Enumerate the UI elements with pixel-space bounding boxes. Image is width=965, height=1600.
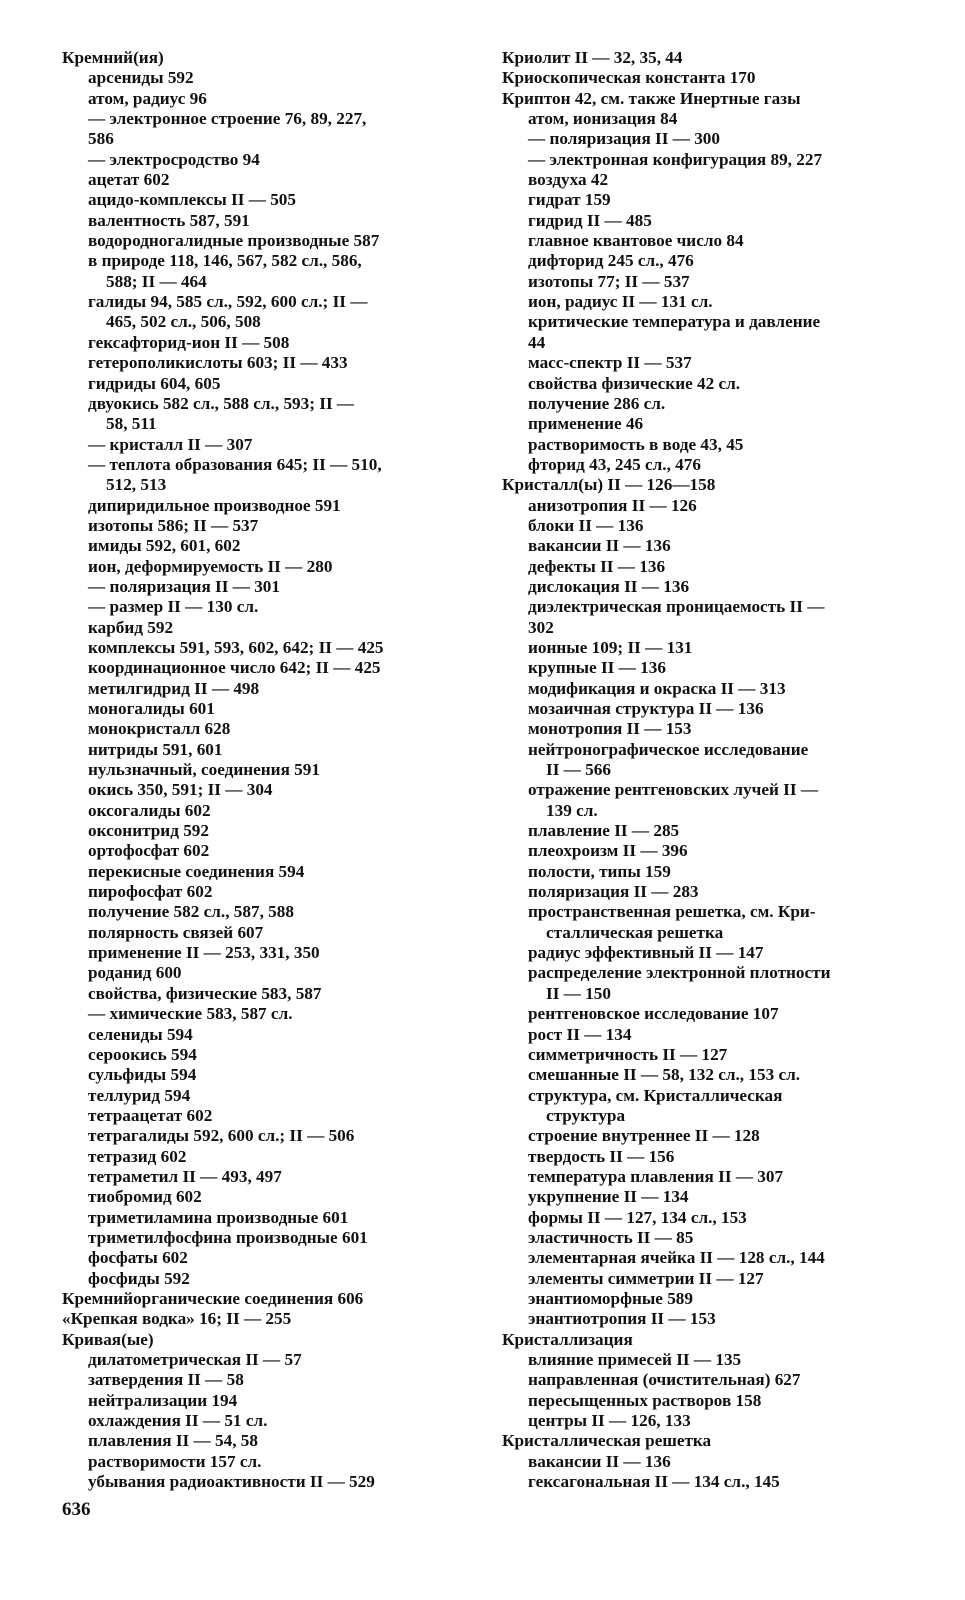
index-subentry: критические температура и давление — [528, 312, 821, 332]
index-subentry: триметиламина производные 601 — [88, 1207, 349, 1227]
index-subentry: оксогалиды 602 — [88, 800, 211, 820]
index-subentry: 586 — [88, 129, 114, 149]
index-subentry: нейтрализации 194 — [88, 1390, 238, 1410]
index-subentry: 512, 513 — [106, 475, 167, 495]
index-subentry: получение 286 сл. — [528, 393, 666, 413]
index-subentry: триметилфосфина производные 601 — [88, 1227, 368, 1247]
index-subentry: масс-спектр II — 537 — [528, 353, 692, 373]
index-subentry: гидрид II — 485 — [528, 210, 652, 230]
index-subentry: убывания радиоактивности II — 529 — [88, 1472, 375, 1492]
index-subentry: полости, типы 159 — [528, 861, 671, 881]
index-subentry: дилатометрическая II — 57 — [88, 1350, 302, 1369]
index-subentry: отражение рентгеновских лучей II — — [528, 780, 819, 800]
index-subentry: сульфиды 594 — [88, 1065, 197, 1085]
index-subentry: охлаждения II — 51 сл. — [88, 1411, 268, 1431]
index-subentry: применение II — 253, 331, 350 — [88, 943, 320, 963]
index-subentry: рост II — 134 — [528, 1024, 632, 1044]
index-subentry: диэлектрическая проницаемость II — — [528, 597, 825, 617]
index-subentry: селениды 594 — [88, 1024, 193, 1044]
index-subentry: пространственная решетка, см. Кри- — [528, 902, 816, 922]
index-subentry: — размер II — 130 сл. — [88, 597, 259, 617]
index-subentry: влияние примесей II — 135 — [528, 1350, 742, 1369]
index-subentry: строение внутреннее II — 128 — [528, 1126, 760, 1146]
index-entry-heading: Кристаллическая решетка — [502, 1431, 712, 1451]
index-subentry: ион, радиус II — 131 сл. — [528, 292, 713, 312]
index-subentry: II — 150 — [546, 983, 611, 1003]
index-subentry: элементы симметрии II — 127 — [528, 1268, 764, 1288]
index-subentry: тетразид 602 — [88, 1146, 187, 1166]
index-subentry: воздуха 42 — [528, 170, 609, 190]
index-subentry: укрупнение II — 134 — [528, 1187, 689, 1207]
index-subentry: получение 582 сл., 587, 588 — [88, 902, 294, 922]
index-subentry: модификация и окраска II — 313 — [528, 678, 786, 698]
index-subentry: оксонитрид 592 — [88, 821, 209, 841]
index-subentry: ион, деформируемость II — 280 — [88, 556, 333, 576]
index-subentry: тиобромид 602 — [88, 1187, 202, 1207]
index-subentry: пересыщенных растворов 158 — [528, 1390, 762, 1410]
index-subentry: — электронная конфигурация 89, 227 — [528, 149, 823, 169]
index-subentry: фосфаты 602 — [88, 1248, 188, 1268]
index-subentry: монокристалл 628 — [88, 719, 231, 739]
index-subentry: элементарная ячейка II — 128 сл., 144 — [528, 1248, 825, 1268]
index-entry-heading: Криоскопическая константа 170 — [502, 68, 756, 88]
index-subentry: нульзначный, соединения 591 — [88, 760, 320, 780]
index-subentry: окись 350, 591; II — 304 — [88, 780, 273, 800]
index-subentry: 139 сл. — [546, 800, 598, 820]
index-subentry: монотропия II — 153 — [528, 719, 692, 739]
index-subentry: смешанные II — 58, 132 сл., 153 сл. — [528, 1065, 801, 1085]
index-subentry: ионные 109; II — 131 — [528, 637, 693, 657]
index-subentry: гексагональная II — 134 сл., 145 — [528, 1472, 780, 1492]
index-entry-heading: Криолит II — 32, 35, 44 — [502, 48, 683, 67]
index-subentry: сероокись 594 — [88, 1044, 197, 1064]
index-entry-heading: Кривая(ые) — [62, 1329, 154, 1349]
index-subentry: дипиридильное производное 591 — [88, 495, 341, 515]
index-subentry: тетраацетат 602 — [88, 1105, 213, 1125]
index-entry-heading: Криптон 42, см. также Инертные газы — [502, 88, 801, 108]
index-subentry: рентгеновское исследование 107 — [528, 1004, 779, 1024]
index-subentry: гексафторид-ион II — 508 — [88, 332, 290, 352]
index-entry-heading: Кристаллизация — [502, 1329, 633, 1349]
index-subentry: свойства физические 42 сл. — [528, 373, 741, 393]
index-subentry: растворимость в воде 43, 45 — [528, 434, 744, 454]
index-subentry: сталлическая решетка — [546, 922, 724, 942]
index-entry-heading: Кристалл(ы) II — 126—158 — [502, 475, 716, 495]
index-subentry: нейтронографическое исследование — [528, 739, 809, 759]
index-subentry: метилгидрид II — 498 — [88, 678, 260, 698]
index-subentry: 58, 511 — [106, 414, 157, 434]
index-subentry: плеохроизм II — 396 — [528, 841, 688, 861]
index-subentry: изотопы 586; II — 537 — [88, 515, 259, 535]
index-column-left — [62, 48, 452, 1492]
index-subentry: температура плавления II — 307 — [528, 1166, 784, 1186]
index-subentry: тетрагалиды 592, 600 сл.; II — 506 — [88, 1126, 355, 1146]
index-subentry: изотопы 77; II — 537 — [528, 271, 690, 291]
index-subentry: роданид 600 — [88, 963, 182, 983]
index-subentry: водородногалидные производные 587 — [88, 231, 380, 251]
index-entry-heading: Кремний(ия) — [62, 48, 164, 67]
index-subentry: вакансии II — 136 — [528, 1451, 671, 1471]
index-subentry: 302 — [528, 617, 554, 637]
index-subentry: блоки II — 136 — [528, 515, 644, 535]
index-subentry: моногалиды 601 — [88, 699, 215, 718]
index-subentry: затвердения II — 58 — [88, 1370, 244, 1390]
index-subentry: твердость II — 156 — [528, 1146, 675, 1166]
index-subentry: комплексы 591, 593, 602, 642; II — 425 — [88, 637, 384, 657]
index-subentry: распределение электронной плотности — [528, 963, 831, 983]
index-subentry: фосфиды 592 — [88, 1268, 190, 1288]
index-subentry: теллурид 594 — [88, 1085, 191, 1105]
index-subentry: мозаичная структура II — 136 — [528, 699, 764, 718]
index-subentry: структура — [546, 1105, 626, 1125]
index-subentry: дислокация II — 136 — [528, 576, 690, 596]
index-subentry: — теплота образования 645; II — 510, — [88, 454, 382, 474]
index-subentry: координационное число 642; II — 425 — [88, 658, 381, 678]
index-subentry: карбид 592 — [88, 617, 174, 637]
index-subentry: арсениды 592 — [88, 68, 194, 88]
index-subentry: гидриды 604, 605 — [88, 373, 221, 393]
index-subentry: ортофосфат 602 — [88, 841, 210, 861]
index-subentry: атом, радиус 96 — [88, 88, 207, 108]
index-subentry: галиды 94, 585 сл., 592, 600 сл.; II — — [88, 292, 368, 312]
index-subentry: вакансии II — 136 — [528, 536, 671, 556]
index-entry-heading: Кремнийорганические соединения 606 — [62, 1288, 364, 1308]
index-subentry: полярность связей 607 — [88, 922, 264, 942]
index-subentry: в природе 118, 146, 567, 582 сл., 586, — [88, 251, 362, 271]
index-subentry: дифторид 245 сл., 476 — [528, 251, 694, 271]
index-subentry: направленная (очистительная) 627 — [528, 1370, 801, 1390]
index-subentry: дефекты II — 136 — [528, 556, 666, 576]
index-subentry: плавления II — 54, 58 — [88, 1431, 258, 1451]
index-subentry: главное квантовое число 84 — [528, 231, 744, 251]
index-subentry: — электросродство 94 — [88, 149, 260, 169]
index-subentry: энантиоморфные 589 — [528, 1288, 693, 1308]
index-subentry: пирофосфат 602 — [88, 882, 213, 902]
index-subentry: применение 46 — [528, 414, 644, 434]
index-subentry: 44 — [528, 332, 546, 352]
index-subentry: — поляризация II — 301 — [88, 576, 280, 596]
index-subentry: имиды 592, 601, 602 — [88, 536, 241, 556]
index-subentry: тетраметил II — 493, 497 — [88, 1166, 282, 1186]
page-number: 636 — [62, 1499, 91, 1520]
index-subentry: гидрат 159 — [528, 190, 611, 210]
index-subentry: валентность 587, 591 — [88, 210, 250, 230]
index-subentry: симметричность II — 127 — [528, 1044, 728, 1064]
index-subentry: нитриды 591, 601 — [88, 739, 223, 759]
index-subentry: плавление II — 285 — [528, 821, 680, 841]
index-subentry: 465, 502 сл., 506, 508 — [106, 312, 261, 332]
index-subentry: гетерополикислоты 603; II — 433 — [88, 353, 348, 373]
index-subentry: — поляризация II — 300 — [528, 129, 720, 149]
index-subentry: крупные II — 136 — [528, 658, 666, 678]
index-subentry: ацидо-комплексы II — 505 — [88, 190, 296, 210]
index-subentry: 588; II — 464 — [106, 271, 207, 291]
index-subentry: ацетат 602 — [88, 170, 170, 190]
index-subentry: перекисные соединения 594 — [88, 861, 305, 881]
index-subentry: анизотропия II — 126 — [528, 495, 697, 515]
index-subentry: эластичность II — 85 — [528, 1227, 694, 1247]
index-subentry: — кристалл II — 307 — [88, 434, 253, 454]
index-subentry: центры II — 126, 133 — [528, 1411, 691, 1431]
index-subentry: растворимости 157 сл. — [88, 1451, 262, 1471]
index-subentry: радиус эффективный II — 147 — [528, 943, 764, 963]
index-subentry: энантиотропия II — 153 — [528, 1309, 716, 1329]
index-entry-heading: «Крепкая водка» 16; II — 255 — [62, 1309, 292, 1329]
index-subentry: двуокись 582 сл., 588 сл., 593; II — — [88, 393, 355, 413]
index-subentry: — химические 583, 587 сл. — [88, 1004, 293, 1024]
index-subentry: атом, ионизация 84 — [528, 109, 678, 129]
index-subentry: свойства, физические 583, 587 — [88, 983, 322, 1003]
index-subentry: фторид 43, 245 сл., 476 — [528, 454, 701, 474]
index-subentry: формы II — 127, 134 сл., 153 — [528, 1207, 747, 1227]
index-subentry: структура, см. Кристаллическая — [528, 1085, 783, 1105]
index-column-right — [502, 48, 892, 1492]
index-subentry: поляризация II — 283 — [528, 882, 699, 902]
index-subentry: II — 566 — [546, 760, 611, 780]
index-subentry: — электронное строение 76, 89, 227, — [88, 109, 367, 129]
